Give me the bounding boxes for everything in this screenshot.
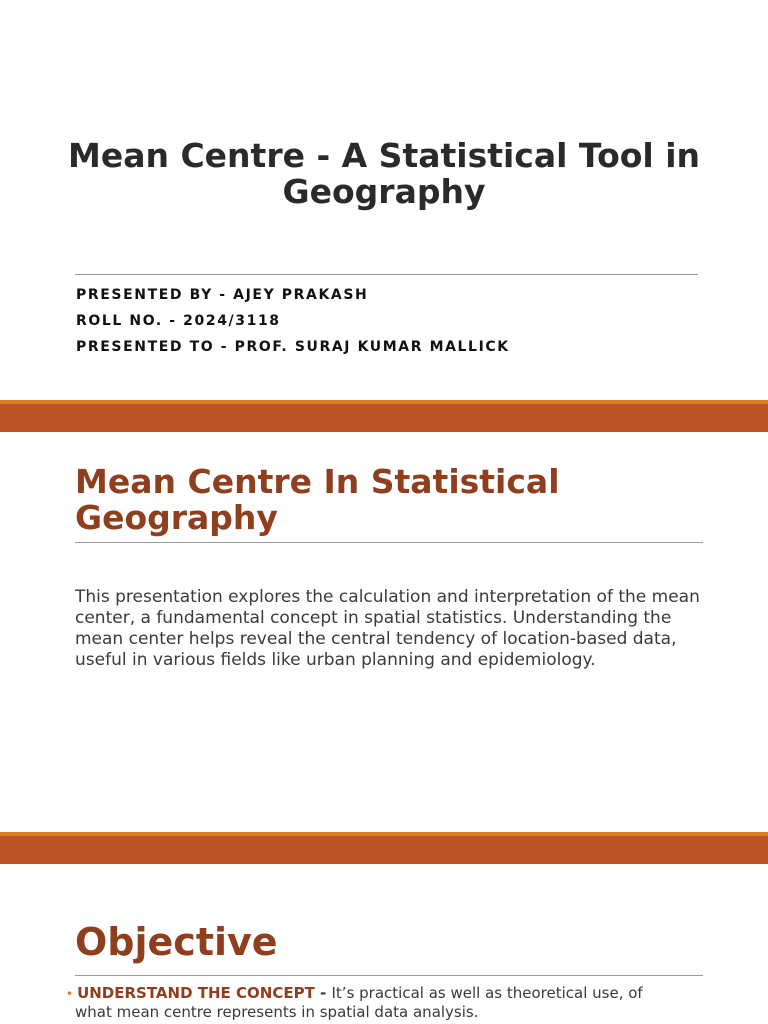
slide-separator [0,400,768,432]
separator-stripe [0,832,768,836]
intro-slide [0,432,768,832]
roll-number-line: ROLL NO. - 2024/3118 [76,313,281,329]
bullet-term: UNDERSTAND THE CONCEPT [77,984,315,1002]
presented-to-line: PRESENTED TO - PROF. SURAJ KUMAR MALLICK [76,339,510,355]
objective-heading: Objective [75,920,278,964]
objective-divider [75,975,703,976]
bullet-dash: - [314,984,332,1002]
objective-bullet-list [66,984,706,1021]
slide-separator [0,832,768,864]
section-heading: Mean Centre In Statistical Geography [75,462,560,537]
title-divider [75,274,698,275]
bullet-first-line [66,984,706,1003]
title-slide [0,0,768,400]
bullet-text-line2: what mean centre represents in spatial data analysis. [75,1003,479,1021]
intro-paragraph: This presentation explores the calculation and interpretation of the mean center, a fundamental concept in spatial statistics. Understanding the mean center helps reveal the central tendency of location-based data, useful in various fields like urban planning and epidemiology. [75,587,700,670]
presentation-title: Mean Centre - A Statistical Tool in Geography [67,136,701,211]
presented-by-line: PRESENTED BY - AJEY PRAKASH [76,287,369,303]
list-item [66,984,706,1021]
bullet-icon: • [66,987,74,1001]
bullet-text-line1: It’s practical as well as theoretical use, of [331,984,643,1002]
heading-divider [75,542,703,543]
separator-stripe [0,400,768,404]
presenter-info-list [76,282,510,360]
objective-slide [0,864,768,1024]
